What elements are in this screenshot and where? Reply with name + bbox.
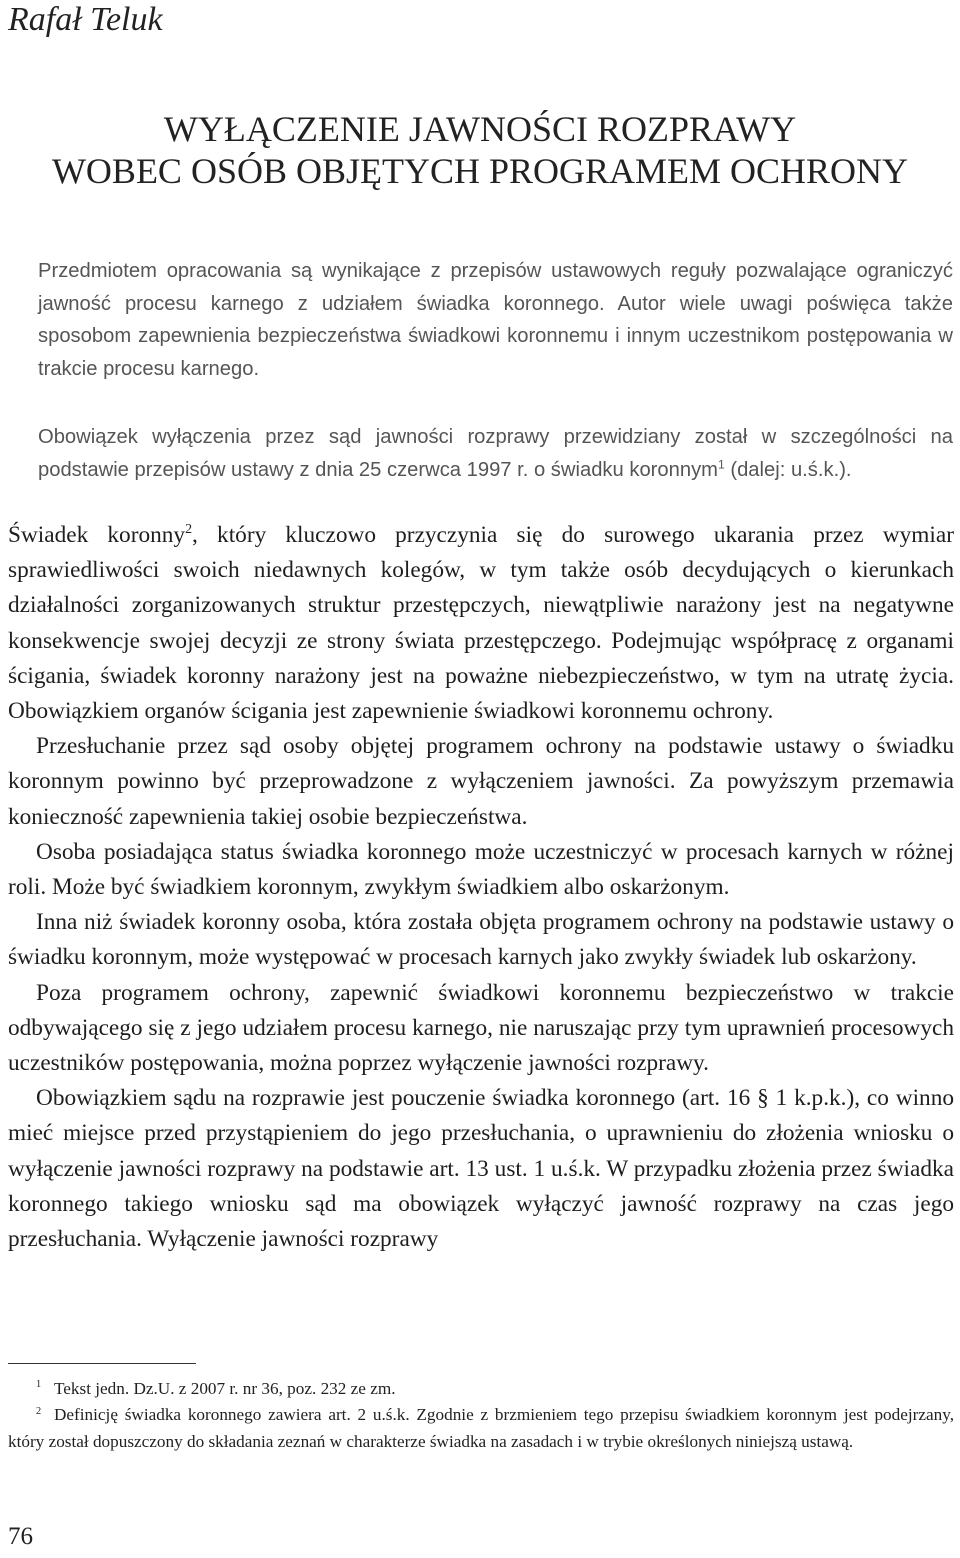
abstract-paragraph-1: Przedmiotem opracowania są wynikające z przepisów ustawowych reguły pozwalające ograniczyć jawność procesu karnego z udziałem świadka koronnego. Autor wiele uwagi poświęca także sposobom zapewnienia bezpieczeństwa świadkowi koronnemu i innym uczestnikom postępowania w trakcie procesu karnego. xyxy=(38,260,953,380)
footnote-ref-1: 1 xyxy=(718,456,725,471)
footnote-divider xyxy=(8,1363,196,1364)
footnote-1-text: Tekst jedn. Dz.U. z 2007 r. nr 36, poz. 232 ze zm. xyxy=(54,1379,396,1398)
footnote-2: $^2$ Definicję świadka koronnego zawiera art. 2 u.ś.k. Zgodnie z brzmieniem tego przepisu świadkiem koronnym jest podejrzany, który został dopuszczony do składania zeznań w charakterze świadka na zasadach i w trybie określonych niniejszą ustawą. xyxy=(8,1405,954,1451)
author-name: Rafał Teluk xyxy=(8,1,163,38)
article-title xyxy=(0,108,960,192)
footnotes xyxy=(8,1376,954,1455)
abstract-section-2 xyxy=(38,421,953,486)
body-paragraph-6: Obowiązkiem sądu na rozprawie jest pouczenie świadka koronnego (art. 16 § 1 k.p.k.), co winno mieć miejsce przed przystąpieniem do jego przesłuchania, o uprawnieniu do złożenia wniosku o wyłączenie jawności rozprawy na podstawie art. 13 ust. 1 u.ś.k. W przypadku złożenia przez świadka koronnego takiego wniosku sąd ma obowiązek wyłączyć jawność rozprawy na czas jego przesłuchania. Wyłączenie jawności rozprawy xyxy=(8,1085,954,1253)
page-number: 76 xyxy=(8,1523,33,1550)
body-paragraph-4: Inna niż świadek koronny osoba, która została objęta programem ochrony na podstawie ustawy o świadku koronnym, może występować w procesach karnych jako zwykły świadek lub oskarżony. xyxy=(8,909,954,971)
footnote-ref-2: 2 xyxy=(185,522,193,538)
footnote-1: $^1$ Tekst jedn. Dz.U. z 2007 r. nr 36, poz. 232 ze zm. xyxy=(36,1379,396,1398)
body-text xyxy=(8,518,954,1257)
footnote-2-text: Definicję świadka koronnego zawiera art. 2 u.ś.k. Zgodnie z brzmieniem tego przepisu świadkiem koronnym jest podejrzany, który został dopuszczony do składania zeznań w charakterze świadka na zasadach i w trybie określonych niniejszą ustawą. xyxy=(8,1405,954,1451)
body-paragraph-1 xyxy=(8,518,954,729)
abstract-section xyxy=(38,255,953,385)
body-paragraph-2: Przesłuchanie przez sąd osoby objętej programem ochrony na podstawie ustawy o świadku koronnym powinno być przeprowadzone z wyłączeniem jawności. Za powyższym przemawia konieczność zapewnienia takiej osobie bezpieczeństwa. xyxy=(8,733,954,830)
abstract-p2-tail: (dalej: u.ś.k.). xyxy=(724,458,852,481)
body-p1-rest: , który kluczowo przyczynia się do surowego ukarania przez wymiar sprawiedliwości swoich niedawnych kolegów, w tym także osób decydujących o kierunkach działalności zorganizowanych struktur przestępczych, niewątpliwie narażony jest na negatywne konsekwencje swojej decyzji ze strony świata przestępczego. Podejmując współpracę z organami ścigania, świadek koronny narażony jest na poważne niebezpieczeństwo, w tym na utratę życia. Obowiązkiem organów ścigania jest zapewnienie świadkowi koronnemu ochrony. xyxy=(8,522,954,725)
body-paragraph-5: Poza programem ochrony, zapewnić świadkowi koronnemu bezpieczeństwo w trakcie odbywającego się z jego udziałem procesu karnego, nie naruszając przy tym uprawnień procesowych uczestników postępowania, można poprzez wyłączenie jawności rozprawy. xyxy=(8,979,954,1077)
abstract-p2-text: Obowiązek wyłączenia przez sąd jawności rozprawy przewidziany został w szczególności na podstawie przepisów ustawy z dnia 25 czerwca 1997 r. o świadku koronnym xyxy=(38,426,953,481)
body-p1-start: Świadek koronny xyxy=(8,522,186,548)
title-line-2: WOBEC OSÓB OBJĘTYCH PROGRAMEM OCHRONY xyxy=(51,151,909,191)
abstract-paragraph-2 xyxy=(38,421,953,486)
title-line-1: WYŁĄCZENIE JAWNOŚCI ROZPRAWY xyxy=(163,109,797,149)
body-paragraph-3: Osoba posiadająca status świadka koronnego może uczestniczyć w procesach karnych w różnej roli. Może być świadkiem koronnym, zwykłym świadkiem albo oskarżonym. xyxy=(8,838,954,901)
